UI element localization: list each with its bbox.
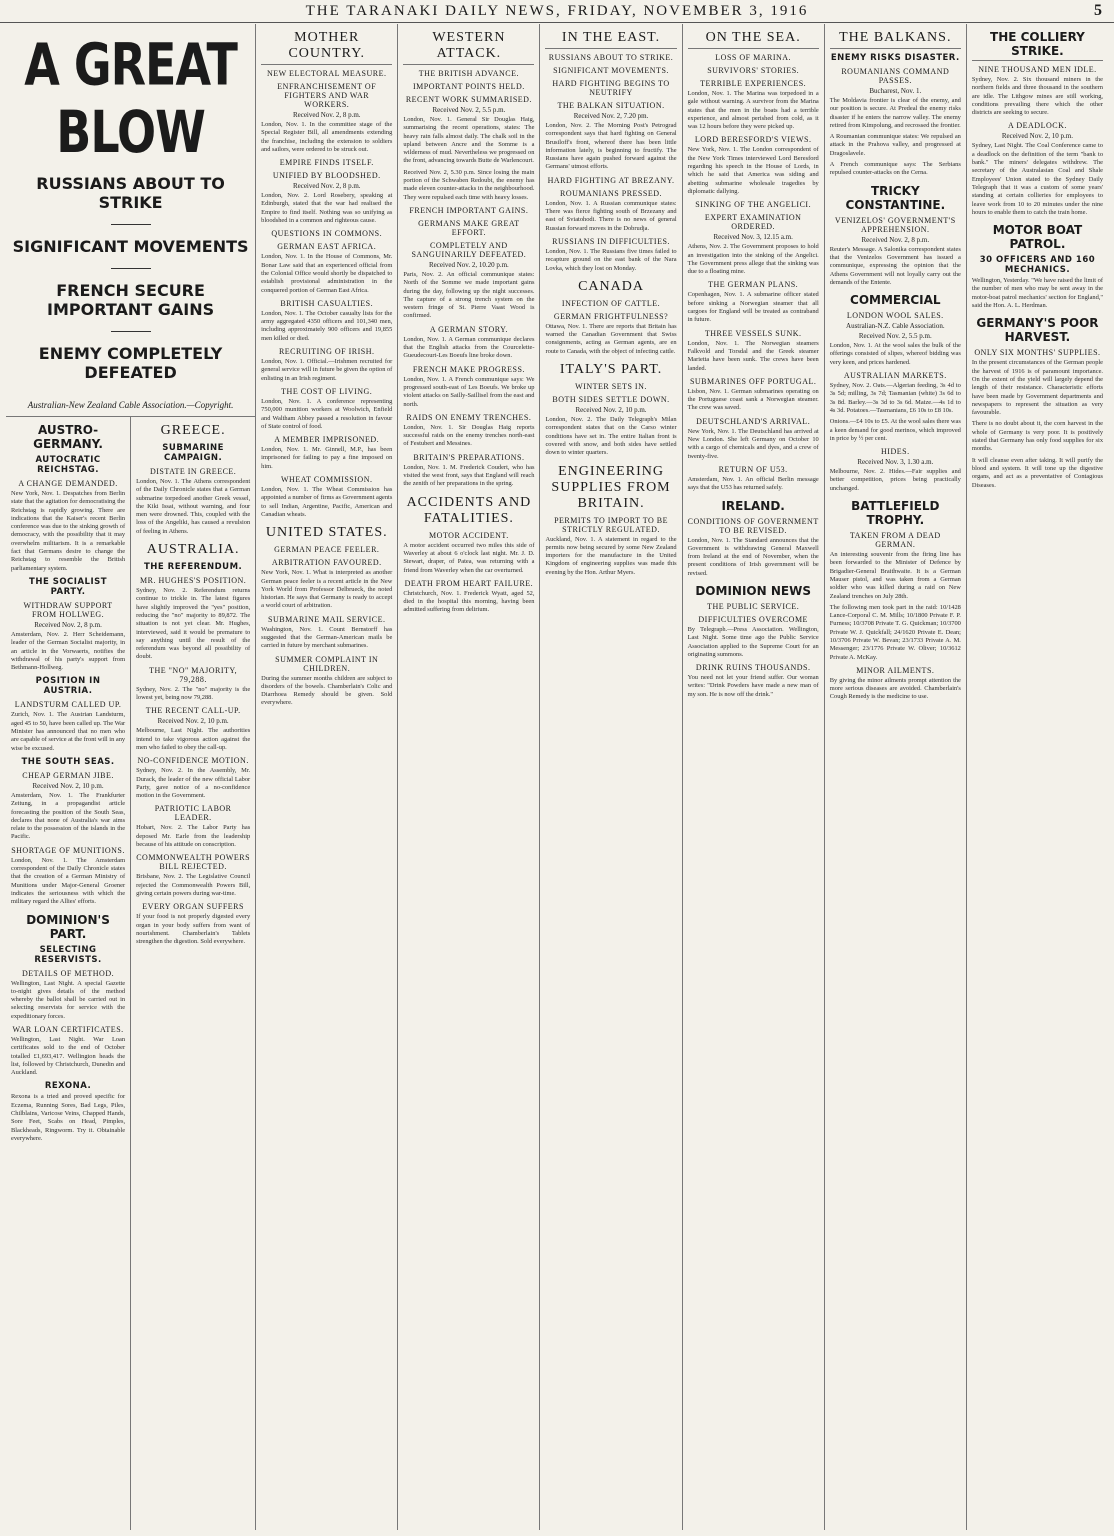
article-text: Brisbane, Nov. 2. The Legislative Council rejected the Commonwealth Powers Bill, giving certain powers during war-time. [136, 873, 251, 897]
headline: THE SOUTH SEAS. [21, 756, 115, 767]
article-text: Auckland, Nov. 1. A statement in regard to the permits now being secured by some New Zealand importers for the manufacture in the United Kingdom of engineering supplies was made this evening by the Hon. Arthur Myers. [545, 535, 677, 576]
article-text: An interesting souvenir from the firing line has been forwarded to the Minister of Defence by Brigadier-General Braithwaite. It is a German Mauser pistol, and was taken from a German soldier who was killed during a raid on New Zealand trenches on July 28th. [829, 551, 961, 600]
advert-text: If your food is not properly digested every organ in your body suffers from want of nourishment. Chamberlain's Tablets strengthen the digestion. Sold everywhere. [136, 913, 251, 946]
masthead [0, 0, 1114, 23]
lead-headline: A GREAT BLOW [24, 30, 237, 166]
column-western-attack [398, 24, 540, 1530]
section-title: GERMANY'S POOR HARVEST. [976, 316, 1099, 345]
section-title: ENGINEERING SUPPLIES FROM BRITAIN. [551, 463, 671, 511]
lead-column [6, 24, 256, 1530]
headline: THE PUBLIC SERVICE. [707, 601, 800, 611]
headline: TAKEN FROM A DEAD GERMAN. [849, 531, 941, 550]
article-text: London, Nov. 1. At the wool sales the bulk of the offerings consisted of slipes, whereof bidding was very keen, and prices hardened. [829, 342, 961, 366]
article-text: There is no doubt about it, the corn harvest in the whole of Germany is very poor. It is positively stated that Germany has only food supplies for six months. [971, 420, 1104, 453]
section-title: ACCIDENTS AND FATALITIES. [406, 494, 532, 526]
headline: NINE THOUSAND MEN IDLE. [978, 65, 1097, 74]
column-in-the-east [540, 24, 682, 1530]
article-text: London, Nov. 2. Lord Rosebery, speaking at Edinburgh, stated that the war had realised the Empire to find itself. Nothing was so unifying as bloodshed in a common and righteous cause. [261, 192, 393, 225]
section-title: AUSTRALIA. [146, 542, 240, 558]
article-text: Sydney, Nov. 2. Referendum returns continue to trickle in. The latest figures have slightly improved the "yes" position, reducing the "no" majority to 89,872. The situation is not yet clear. Mr. Hughes, interviewed, said it would be premature to say anything until the result of the referendum was beyond all possibility of doubt. [136, 587, 251, 661]
subheadline: MR. HUGHES'S POSITION. [140, 576, 247, 586]
subheadline: VENIZELOS' GOVERNMENT'S APPREHENSION. [834, 215, 956, 234]
received-line: Received Nov. 2, 5.5 p.m. [858, 332, 932, 341]
received-line: Received Nov. 2, 10 p.m. [1001, 132, 1073, 141]
headline: A MEMBER IMPRISONED. [274, 435, 380, 445]
received-line: Received Nov. 2, 10.20 p.m. [428, 260, 509, 269]
article-text: London, Nov. 1. The Athens correspondent of the Daily Chronicle states that a German submarine torpedoed another Greek vessel, the Kiki Issai, without warning, and four men were drowned. This, coupled with the loss of the Angeliki, has caused a revulsion of feeling in Athens. [136, 478, 251, 535]
subheadline: ROUMANIANS COMMAND PASSES. [841, 67, 950, 85]
lead-subcolumns [6, 417, 255, 1530]
headline: A DEADLOCK. [1008, 121, 1067, 131]
headline: PATRIOTIC LABOR LEADER. [154, 804, 232, 823]
article-text: Wellington, Yesterday. "We have raised the limit of the number of men who may be sent away in the motor-boat patrol mechanics' section for England," said the Hon. A. L. Herdman. [971, 277, 1104, 310]
section-title: DOMINION'S PART. [26, 912, 110, 941]
subheadline: SIGNIFICANT MOVEMENTS. [553, 66, 669, 75]
subheadline: COMPLETELY AND SANGUINARILY DEFEATED. [411, 240, 527, 259]
advert-text: During the summer months children are subject to disorders of the bowels. Chamberlain's Colic and Diarrhoea Remedy should be given. Sold everywhere. [261, 674, 393, 707]
article-text: London, Nov. 1. The Standard announces that the Government is withdrawing General Maxwell from Ireland at the end of November, when the present conditions of Irish government will be revised. [687, 536, 819, 577]
article-text: London, Nov. 1. M. Frederick Coudert, who has visited the west front, says that England will reach the zenith of her preparations in the spring. [403, 463, 535, 488]
article-text: London, Nov. 1. The Russians five times failed to recapture ground on the east bank of the Nara Lovka, which they lost on Monday. [545, 247, 677, 272]
subheadline: GERMANS MAKE GREAT EFFORT. [418, 218, 520, 237]
headline: FRENCH IMPORTANT GAINS. [409, 205, 529, 215]
received-line: Received Nov. 2, 7.20 pm. [573, 112, 649, 120]
lead-sub-1: RUSSIANS ABOUT TO STRIKE [36, 174, 225, 212]
headline: LORD BERESFORD'S VIEWS. [694, 135, 812, 145]
headline: THE BRITISH ADVANCE. [418, 69, 520, 78]
article-text: A Roumanian communique states: We repulsed an attack in the Prahova valley, and progressed at Dragoslavele. [829, 133, 961, 157]
article-text: London, Nov. 1. A French communique says: We progressed south-east of Les Boeufs. We broke up violent attacks on Sailly-Saillisel from the east and north. [403, 375, 535, 408]
article-text: The Moldavia frontier is clear of the enemy, and our position is secure. At Predeal the enemy risks disaster if he enters the narrow valley. The enemy retired from Kimpolung, and recrossed the frontier. [829, 97, 961, 129]
advert-title: MINOR AILMENTS. [856, 665, 935, 675]
article-text: New York, Nov. 1. Despatches from Berlin state that the agitation for democratising the Reichstag is rapidly growing. There are indications that the Kaiser's recent Berlin conference was due to the sinking growth of democracy, with the possibility that it may overwhelm militarism. It is a remarkable fact that Germans desire to change the Reichstag to resemble the British parliamentary system. [11, 490, 126, 572]
article-text: A French communique says: The Serbians repulsed counter-attacks on the Cerna. [829, 161, 961, 177]
subheadline: ENFRANCHISEMENT OF FIGHTERS AND WAR WORKERS. [277, 82, 377, 109]
headline: INFECTION OF CATTLE. [561, 298, 661, 308]
section-title: ON THE SEA. [688, 30, 819, 49]
section-title: DOMINION NEWS [695, 583, 811, 598]
article-text: London, Nov. 1. A German communique declares that the English attacks from the Courcelette-Gueudecourt-Les Boeufs line broke down. [403, 335, 535, 360]
article-text: Received Nov. 2, 5.30 p.m. Since losing the main portion of the Schwaben Redoubt, the enemy has made eleven counter-attacks in the neighbourhood. They were repulsed each time with heavy losses. [403, 168, 535, 201]
headline: THE RECENT CALL-UP. [145, 706, 241, 716]
article-text: Wellington, Last Night. A special Gazette to-night gives details of the method whereby the ballot shall be carried out in selecting reservists for service with the expeditionary forces. [11, 979, 126, 1020]
subheadline: LANDSTURM CALLED UP. [14, 700, 122, 710]
article-text: Amsterdam, Nov. 1. The Frankfurter Zeitung, in a propagandist article forecasting the position of the South Seas, declares that none of Australia's war aims relate to the possession of the islands in the Pacific. [11, 791, 126, 841]
headline: RECRUITING OF IRISH. [278, 347, 375, 357]
section-title: THE BALKANS. [830, 30, 961, 49]
section-title: IRELAND. [721, 498, 785, 513]
headline: PERMITS TO IMPORT TO BE STRICTLY REGULATED. [554, 515, 668, 534]
article-text: London, Nov. 1. The Marina was torpedoed in a gale without warning. A survivor from the Marina states that the men in the boats had a terrible experience, and almost perished from cold, as it was 12 hours before they were picked up. [687, 90, 819, 131]
article-text: New York, Nov. 1. The London correspondent of the New York Times interviewed Lord Beresford regarding his speech in the House of Lords, in which he said that America was siding and abetting submarine wholesale tragedies by diplomatic dallying. [687, 146, 819, 195]
headline: SUBMARINES OFF PORTUGAL. [689, 376, 817, 386]
article-text: London, Nov. 1. The Wheat Commission has appointed a number of firms as Government agents to sell Indian, Argentine, Pacific, American and Canadian wheats. [261, 486, 393, 518]
headline: AUTOCRATIC REICHSTAG. [35, 455, 101, 475]
received-line: Received Nov. 2, 8 p.m. [292, 111, 361, 119]
subheadline: A CHANGE DEMANDED. [18, 479, 118, 488]
columns [6, 24, 1108, 1530]
article-text: Reuter's Message. A Salonika correspondent states that the Venizelos Government has issued a communique, expressing the opinion that the Athens Government will not loyally carry out the demands of the Entente. [829, 245, 961, 286]
column-mother-country [256, 24, 398, 1530]
headline: CONDITIONS OF GOVERNMENT TO BE REVISED. [687, 516, 819, 535]
advert-title: REXONA. [44, 1081, 92, 1092]
advert-text: Rexona is a tried and proved specific for Eczema, Running Sores, Bad Legs, Piles, Chilblains, Varicose Veins, Chapped Hands, Sore Feet, Scabs on Head, Pimples, Blackheads, Ringworm. Try it. Obtainable everywhere. [11, 1093, 126, 1142]
headline: SELECTING RESERVISTS. [34, 944, 102, 965]
page-number: 5 [1094, 2, 1104, 19]
article-text: Onions.—£4 10s to £5. At the wool sales there was a keen demand for good merinos, which improved in price by ½ per cent. [829, 418, 961, 442]
lead-sub-2: SIGNIFICANT MOVEMENTS [12, 237, 249, 256]
article-text: Melbourne, Nov. 2. Hides.—Fair supplies and better competition, prices being practically unchanged. [829, 468, 961, 492]
received-line: Australian-N.Z. Cable Association. [846, 322, 945, 331]
column-the-balkans [825, 24, 967, 1530]
article-text: Sydney, Nov. 2. Six thousand miners in the northern fields and three thousand in the southern are idle. The Lithgow mines are still working, conditions prevailing there which the other districts are seeking to secure. [971, 76, 1104, 117]
article-text: London, Nov. 1. The October casualty lists for the army aggregated 4350 officers and 101,340 men, including approximately 900 officers and 19,855 men killed or died. [261, 309, 393, 342]
article-text: Washington, Nov. 1. Count Bernstorff has suggested that the German-American mails be carried in future by merchant submarines. [261, 625, 393, 650]
article-text: New York, Nov. 1. What is interpreted as another German peace feeler is a recent article in the New York World from Professor Delbrueck, the noted historian. He says that Germany is ready to accept a world court of arbitration. [261, 569, 393, 610]
headline: RETURN OF U53. [718, 464, 788, 474]
subheadline: GERMAN EAST AFRICA. [277, 242, 377, 252]
section-title: AUSTRO-GERMANY. [33, 423, 103, 451]
subheadline: HARD FIGHTING BEGINS TO NEUTRIFY [552, 79, 670, 97]
headline: THE SOCIALIST PARTY. [29, 576, 108, 597]
article-text: Sydney, Nov. 2. In the Assembly, Mr. Durack, the leader of the new official Labor Party, gave notice of a no-confidence motion in the Government. [136, 767, 251, 800]
article-text: London, Nov. 2. The Daily Telegraph's Milan correspondent states that on the Carso winter conditions have set in. The entire Italian front is covered with snow, and both sides have settled down to winter quarters. [545, 416, 677, 457]
article-text: Wellington, Last Night. War Loan certificates sold to the end of October totalled £1,693,417. Wellington heads the list, followed by Christchurch, Dunedin and Auckland. [11, 1035, 126, 1077]
headline: WHEAT COMMISSION. [281, 475, 373, 485]
received-line: Received Nov. 2, 8 p.m. [861, 235, 930, 244]
article-text: London, Nov. 1. The Amsterdam correspondent of the Daily Chronicle states that the creation of a German Ministry of Munitions under Major-General Groener indicates the seriousness with which the military regard the Allies' efforts. [11, 856, 126, 906]
headline: QUESTIONS IN COMMONS. [271, 229, 383, 239]
rule [111, 268, 151, 269]
received-line: Received Nov. 2, 5.5 p.m. [432, 106, 506, 114]
received-line: Received Nov. 2, 10 p.m. [575, 406, 647, 415]
headline: RUSSIANS ABOUT TO STRIKE. [548, 53, 674, 62]
headline: SHORTAGE OF MUNITIONS. [11, 845, 125, 855]
article-text: In the present circumstances of the German people the harvest of 1916 is of paramount importance. On the extent of the yield will largely depend the length of their resistance. Characteristic efforts have been made by Government departments and newspapers to represent the situation as very favourable. [971, 359, 1104, 417]
subheadline: UNIFIED BY BLOODSHED. [272, 171, 381, 181]
headline: THREE VESSELS SUNK. [704, 328, 802, 338]
article-text: Paris, Nov. 2. An official communique states: North of the Somme we made important gains during the day, following up the night successes. The capture of a strong trench system on the western fringe of St. Pierre Vaast Wood is confirmed. [403, 270, 535, 320]
section-title: GREECE. [160, 423, 226, 438]
article-text: London, Nov. 1. A Russian communique states: There was fierce fighting south of Brzezany and east of Sviatohodi. There is no news of general Russian forward moves in the Dobrudja. [545, 199, 677, 232]
headline: SUBMARINE MAIL SERVICE. [268, 614, 386, 624]
headline: POSITION IN AUSTRIA. [35, 676, 101, 697]
section-title: WESTERN ATTACK. [403, 30, 534, 65]
article-text: Zurich, Nov. 1. The Austrian Landsturm, aged 45 to 50, have been called up. The War Minister has announced that no men who are capable of service at the front will in any wise be excused. [11, 711, 126, 752]
headline: NEW ELECTORAL MEASURE. [266, 69, 387, 78]
headline: GERMAN PEACE FEELER. [274, 545, 380, 555]
subheadline: THE BALKAN SITUATION. [557, 101, 665, 110]
section-title: MOTOR BOAT PATROL. [992, 223, 1083, 252]
subheadline: TERRIBLE EXPERIENCES. [700, 79, 807, 88]
section-title: MOTHER COUNTRY. [261, 30, 392, 65]
headline: HIDES. [881, 447, 910, 457]
headline: EMPIRE FINDS ITSELF. [279, 158, 374, 168]
headline: COMMONWEALTH POWERS BILL REJECTED. [136, 853, 251, 872]
article-text: A motor accident occurred two miles this side of Waverley at about 6 o'clock last night. Mr. J. D. Stewart, draper, of Patea, was returning with a friend from Waverley when the car overturned. [403, 541, 535, 574]
advert-title: EVERY ORGAN SUFFERS [142, 902, 244, 912]
headline: FRENCH MAKE PROGRESS. [412, 364, 525, 374]
article-text: Sydney, Nov. 2. Oats.—Algerian feeding, 3s 4d to 3s 5d; milling, 3s 7d; Tasmanian (white) 3s 6d to 3s 8d. Barley.—3s 3d to 3s 6d. Maize.—4s 1d to 4s 3d. Potatoes.—Tasmanians, £6 10s to £8 10s. [829, 382, 961, 414]
article-text: London, Nov. 1. A conference representing 750,000 munition workers at Woolwich, Enfield and Waltham Abbey passed a resolution in favour of State control of food. [261, 397, 393, 430]
subheadline: DISTATE IN GREECE. [149, 467, 237, 476]
headline: HARD FIGHTING AT BREZANY. [547, 175, 675, 185]
article-text: Amsterdam, Nov. 1. An official Berlin message says that the U53 has returned safely. [687, 475, 819, 492]
lead-sub-4: ENEMY COMPLETELY DEFEATED [38, 344, 223, 382]
subheadline: EXPERT EXAMINATION ORDERED. [704, 213, 802, 232]
subheadline: IMPORTANT POINTS HELD. [413, 82, 525, 91]
article-text: London, Nov. 1. In the House of Commons, Mr. Bonar Law said that an experienced official from the Colonial Office would shortly be dispatched to establish provisional administration in the conquered portion of German East Africa. [261, 253, 393, 294]
subheadline: DIFFICULTIES OVERCOME [698, 614, 808, 624]
headline: THE COST OF LIVING. [281, 386, 373, 396]
article-text: New York, Nov. 1. The Deutschland has arrived at New London. She left Germany on October 10 with a cargo of chemicals and dyes, and a crew of twenty-five. [687, 427, 819, 460]
article-text: Ottawa, Nov. 1. There are reports that Britain has warned the Canadian Government that Swiss consignments, acting as German agents, are en route to Canada, with the object of infecting cattle. [545, 322, 677, 355]
column-austro-germany [6, 417, 131, 1530]
headline: THE "NO" MAJORITY, 79,288. [149, 665, 238, 684]
cable-credit: Australian-New Zealand Cable Association.—Copyright. [27, 400, 234, 410]
section-title: TRICKY CONSTANTINE. [845, 183, 946, 212]
headline: DEUTSCHLAND'S ARRIVAL. [696, 416, 811, 426]
headline: WINTER SETS IN. [575, 382, 647, 392]
article-text: By Telegraph.—Press Association. Wellington, Last Night. Some time ago the Public Service Association applied to the Supreme Court for an originating summons. [687, 625, 819, 658]
subheadline: GERMAN FRIGHTFULNESS? [553, 311, 669, 321]
rule [111, 224, 151, 225]
subheadline: WITHDRAW SUPPORT FROM HOLLWEG. [23, 600, 113, 619]
section-title: COMMERCIAL [850, 293, 941, 308]
headline: SUBMARINE CAMPAIGN. [162, 443, 224, 463]
headline: BRITAIN'S PREPARATIONS. [413, 452, 525, 462]
article-text: Hobart, Nov. 2. The Labor Party has deposed Mr. Earle from the leadership because of his attitude on conscription. [136, 824, 251, 849]
advert-title: SUMMER COMPLAINT IN CHILDREN. [275, 654, 379, 673]
article-text: Athens, Nov. 2. The Government proposes to hold an investigation into the sinking of the Angelici. The Government press allege that the sinking was due to a floating mine. [687, 243, 819, 276]
lead-sub-3: FRENCH SECURE IMPORTANT GAINS [47, 281, 215, 319]
article-text: Lisbon, Nov. 1. German submarines operating on the Portuguese coast sank a Norwegian steamer. The crew was saved. [687, 387, 819, 412]
article-text: London, Nov. 1. General Sir Douglas Haig, summarising the recent operations, states: The heavy rain falls almost daily. The chalk soil in the upland between Ancre and the Somme is a wilderness of mud. Nevertheless we progressed on the front, advancing towards Butte de Warlencourt. [403, 116, 535, 165]
received-line: Received Nov. 2, 8 p.m. [292, 182, 361, 191]
section-title: UNITED STATES. [265, 525, 388, 541]
article-text: Sydney, Last Night. The Coal Conference came to a deadlock on the definition of the term "bank to bank." The miners' delegates withdrew. The secretary of the Australasian Coal and Shale Employees' Union stated to the Sydney Daily Telegraph that it was a custom of some years' standing at certain collieries for employees to leave work from 10 to 20 minutes under the nine hours to enable them to catch the train home. [971, 142, 1104, 216]
headline: WAR LOAN CERTIFICATES. [12, 1024, 124, 1034]
subheadline: ROUMANIANS PRESSED. [560, 188, 662, 198]
masthead-title: THE TARANAKI DAILY NEWS, FRIDAY, NOVEMBER 3, 1916 [305, 2, 809, 19]
column-greece-australia [131, 417, 255, 1530]
section-title: ITALY'S PART. [559, 362, 663, 378]
section-title: BATTLEFIELD TROPHY. [851, 499, 940, 528]
headline: SINKING OF THE ANGELICI. [695, 200, 812, 210]
headline: LOSS OF MARINA. [715, 53, 792, 62]
headline: A GERMAN STORY. [429, 324, 508, 334]
headline: MOTOR ACCIDENT. [429, 530, 509, 540]
subheadline: CHEAP GERMAN JIBE. [22, 770, 114, 780]
article-text: Christchurch, Nov. 1. Frederick Wyatt, aged 52, died in the hospital this morning, having been admitted suffering from delirium. [403, 589, 535, 614]
section-title: IN THE EAST. [545, 30, 676, 49]
article-text: London, Nov. 1. Official.—Irishmen recruited for general service will in future be given the option of enlisting in an Irish regiment. [261, 358, 393, 382]
headline: 30 OFFICERS AND 160 MECHANICS. [979, 255, 1096, 276]
section-title: CANADA [578, 278, 644, 294]
article-text: Sydney, Nov. 2. The "no" majority is the lowest yet, being now 79,288. [136, 685, 251, 702]
received-line: Bucharest, Nov. 1. [869, 87, 922, 95]
advert-text: It will cleanse even after taking. It will purify the blood and system. It will tone up the digestive organs, and act as a preventative of Contagious Diseases. [971, 456, 1104, 489]
section-title: THE COLLIERY STRIKE. [972, 30, 1103, 61]
subheadline: SURVIVORS' STORIES. [707, 66, 800, 75]
received-line: Received Nov. 3, 12.15 a.m. [713, 233, 793, 242]
headline: NO-CONFIDENCE MOTION. [137, 756, 249, 766]
received-line: Received Nov. 2, 10 p.m. [32, 781, 104, 790]
received-line: Received Nov. 2, 10 p.m. [157, 717, 229, 726]
headline: THE GERMAN PLANS. [708, 280, 799, 290]
headline: LONDON WOOL SALES. [846, 311, 944, 321]
column-on-the-sea [683, 24, 825, 1530]
article-text: The following men took part in the raid: 10/1428 Lance-Corporal C. M. Mills; 10/1800 Private F. P. Furness; 10/3708 Private T. G. Quickman; 10/3700 Private W. J. Quickfall; 24/1620 Private E. Dean; 10/3706 Private W. Bevan; 23/1733 Private A. M. Messenger; 23/1776 Private W. Oliver; 10/3612 Private A. McKay. [829, 603, 961, 661]
article-text: London, Nov. 1. Sir Douglas Haig reports successful raids on the enemy trenches north-east of Festubert and Messines. [403, 423, 535, 448]
article-text: Copenhagen, Nov. 1. A submarine officer stated before sinking a Norwegian steamer that all cargoes for England will be treated as contraband in future. [687, 291, 819, 324]
lead-story [6, 24, 255, 417]
subheadline: BOTH SIDES SETTLE DOWN. [552, 395, 670, 405]
subheadline: ARBITRATION FAVOURED. [271, 558, 382, 568]
article-text: London, Nov. 2. The Morning Post's Petrograd correspondent says that hard fighting on General Brusiloff's front, whereof there has been little information lately, is beginning to fructify. The Russians have again pushed forward against the Germans' utmost efforts. [545, 122, 677, 171]
advert-text: You need not let your friend suffer. Our woman writes: "Drink Powders have made a new man of my son. He is now off the drink." [687, 674, 819, 698]
received-line: Received Nov. 2, 8 p.m. [34, 620, 102, 629]
received-line: Received Nov. 3, 1.30 a.m. [857, 458, 934, 467]
headline: ENEMY RISKS DISASTER. [830, 53, 960, 63]
headline: DEATH FROM HEART FAILURE. [404, 578, 534, 588]
subheadline: DETAILS OF METHOD. [21, 968, 115, 978]
headline: THE REFERENDUM. [144, 562, 243, 573]
headline: BRITISH CASUALTIES. [280, 298, 374, 308]
headline: AUSTRALIAN MARKETS. [843, 371, 947, 381]
column-colliery-strike [967, 24, 1108, 1530]
article-text: London, Nov. 1. The Norwegian steamers Falkvold and Torsdal and the Greek steamer Marietta have been sunk. The crews have been landed. [687, 339, 819, 372]
advert-title: DRINK RUINS THOUSANDS. [695, 663, 811, 673]
article-text: London, Nov. 1. Mr. Ginnell, M.P., has been imprisoned for failing to pay a fine imposed on him. [261, 446, 393, 470]
advert-text: By giving the minor ailments prompt attention the more serious diseases are avoided. Chamberlain's Cough Remedy is the medicine to use. [829, 676, 961, 701]
article-text: Amsterdam, Nov. 2. Herr Scheidemann, leader of the German Socialist majority, in an article in the Vorwaerts, notifies the withdrawal of his party's support from Bethmann-Hollweg. [11, 630, 126, 672]
headline: RUSSIANS IN DIFFICULTIES. [552, 236, 670, 246]
article-text: London, Nov. 1. In the committee stage of the Special Register Bill, all amendments extending the franchise, including the extension to soldiers and sailors, were ordered to be struck out. [261, 121, 393, 153]
headline: ONLY SIX MONTHS' SUPPLIES. [974, 348, 1101, 358]
headline: RAIDS ON ENEMY TRENCHES. [406, 412, 532, 422]
subheadline: RECENT WORK SUMMARISED. [405, 95, 532, 104]
article-text: Melbourne, Last Night. The authorities intend to take vigorous action against the men who failed to obey the call-up. [136, 727, 251, 751]
rule [111, 331, 151, 332]
